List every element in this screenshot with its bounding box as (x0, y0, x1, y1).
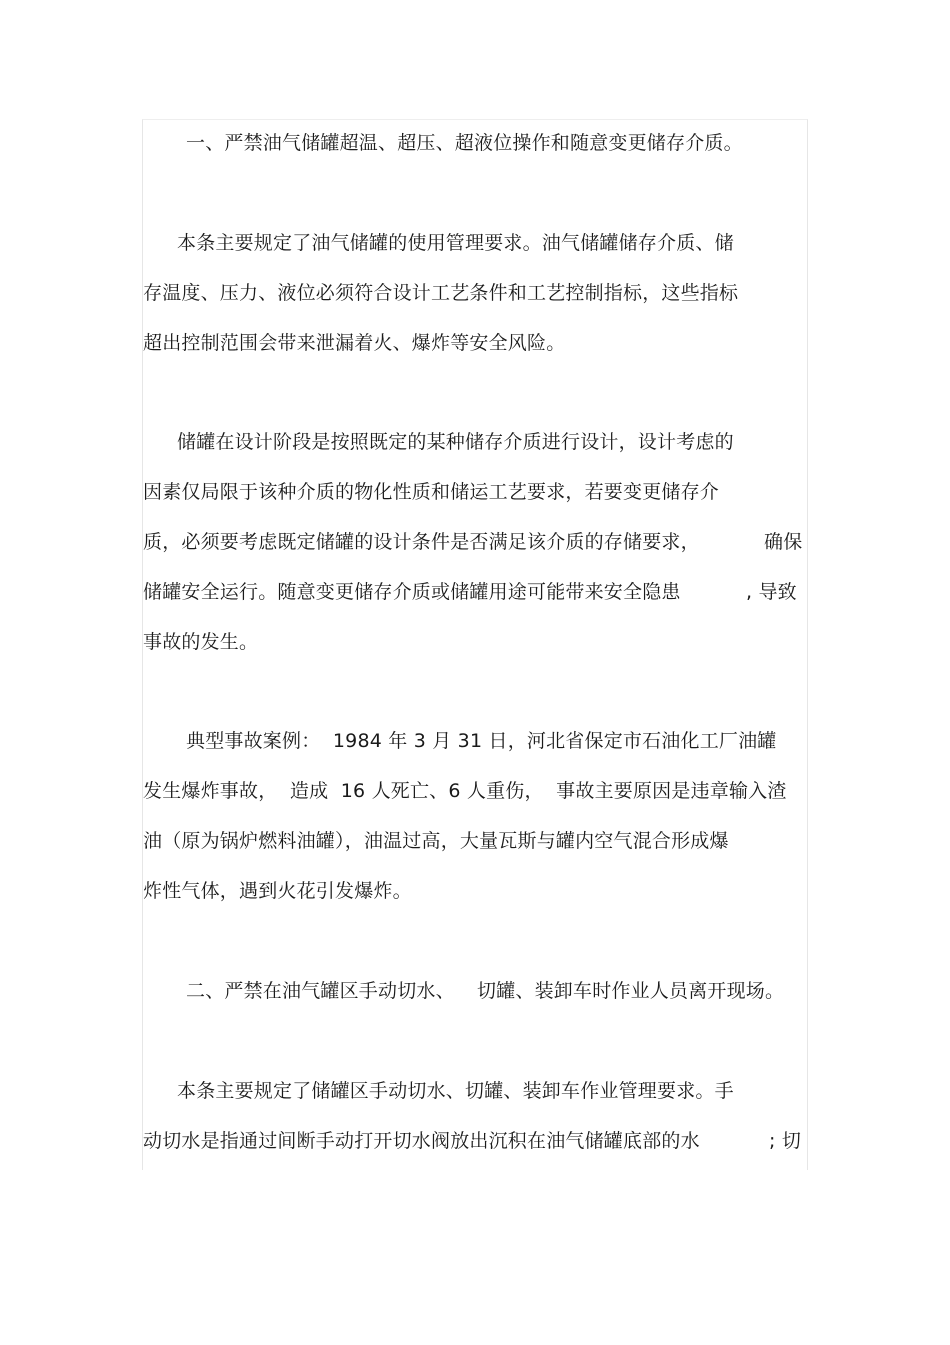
paragraph-3-line-4: 炸性气体，遇到火花引发爆炸。 (143, 880, 412, 902)
paragraph-3-line-2: 发生爆炸事故， 造成 16 人死亡、6 人重伤， 事故主要原因是违章输入渣 (143, 780, 787, 802)
heading-1: 一、严禁油气储罐超温、超压、超液位操作和随意变更储存介质。 (186, 132, 743, 154)
paragraph-2-line-4: 储罐安全运行。随意变更储存介质或储罐用途可能带来安全隐患 (143, 581, 681, 603)
heading-2-part-2: 切罐、装卸车时作业人员离开现场。 (477, 980, 785, 1002)
paragraph-3-line-1: 典型事故案例： 1984 年 3 月 31 日，河北省保定市石油化工厂油罐 (186, 730, 777, 752)
paragraph-1-line-3: 超出控制范围会带来泄漏着火、爆炸等安全风险。 (143, 332, 566, 354)
paragraph-2-line-4-end: , 导致 (746, 581, 797, 603)
paragraph-2-line-5: 事故的发生。 (143, 631, 259, 653)
heading-2-part-1: 二、严禁在油气罐区手动切水、 (186, 980, 455, 1002)
paragraph-4-line-2-end: ; 切 (769, 1130, 802, 1152)
paragraph-4-line-1: 本条主要规定了储罐区手动切水、切罐、装卸车作业管理要求。手 (177, 1080, 734, 1102)
paragraph-4-line-2: 动切水是指通过间断手动打开切水阀放出沉积在油气储罐底部的水 (143, 1130, 700, 1152)
paragraph-1-line-2: 存温度、压力、液位必须符合设计工艺条件和工艺控制指标，这些指标 (143, 282, 739, 304)
paragraph-2-line-2: 因素仅局限于该种介质的物化性质和储运工艺要求，若要变更储存介 (143, 481, 720, 503)
paragraph-2-line-3-end: 确保 (764, 531, 803, 553)
paragraph-1-line-1: 本条主要规定了油气储罐的使用管理要求。油气储罐储存介质、储 (177, 232, 734, 254)
paragraph-2-line-1: 储罐在设计阶段是按照既定的某种储存介质进行设计，设计考虑的 (177, 431, 734, 453)
paragraph-2-line-3: 质，必须要考虑既定储罐的设计条件是否满足该介质的存储要求， (143, 531, 700, 553)
paragraph-3-line-3: 油（原为锅炉燃料油罐），油温过高，大量瓦斯与罐内空气混合形成爆 (143, 830, 729, 852)
